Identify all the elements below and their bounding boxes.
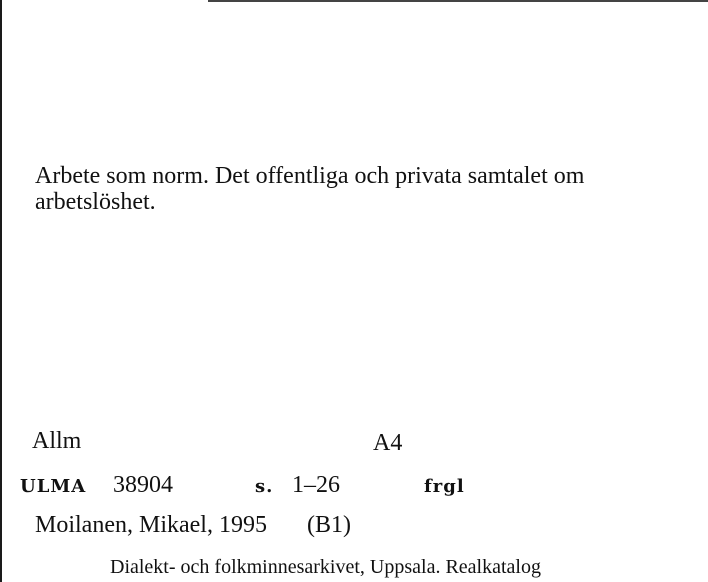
- category-code: A4: [373, 430, 403, 456]
- card-left-border: [0, 0, 2, 582]
- archive-code: ULMA: [20, 476, 87, 497]
- record-type: frgl: [424, 476, 465, 497]
- pages-label: s.: [255, 476, 274, 497]
- author-line: Moilanen, Mikael, 1995: [35, 512, 267, 538]
- reference-code: (B1): [307, 512, 351, 538]
- record-number: 38904: [113, 472, 173, 498]
- archive-footer: Dialekt- och folkminnesarkivet, Uppsala. Realkatalog: [110, 556, 541, 578]
- card-title: Arbete som norm. Det offentliga och privata samtalet om arbetslöshet.: [35, 163, 585, 215]
- card-top-border: [208, 0, 708, 2]
- page-range: 1–26: [292, 472, 340, 498]
- category-label: Allm: [32, 428, 82, 454]
